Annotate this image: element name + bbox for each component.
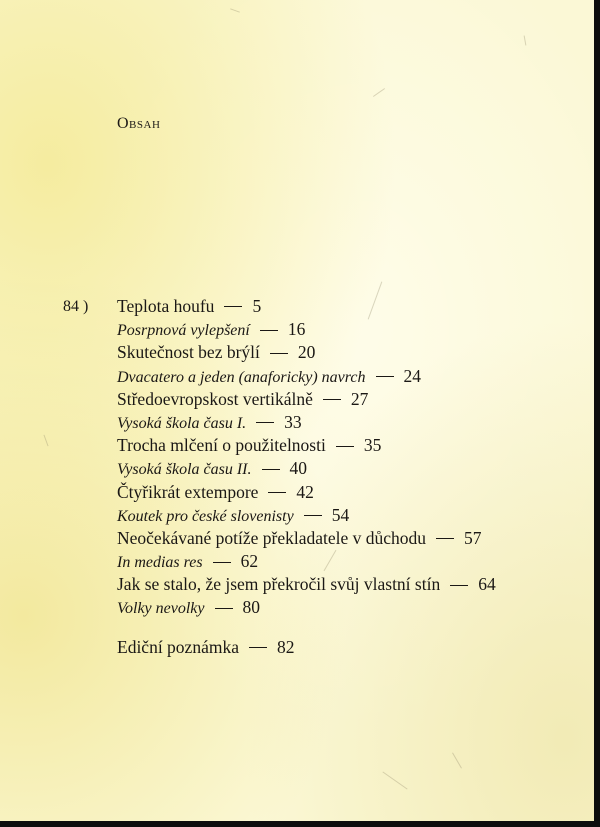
toc-entry-page: 27	[350, 388, 369, 409]
dash-separator	[256, 422, 274, 423]
toc-entry[interactable]	[117, 411, 496, 434]
dash-separator	[260, 330, 278, 331]
toc-entry-page: 57	[464, 527, 482, 548]
toc-entry-page: 16	[287, 319, 306, 340]
dash-separator	[213, 562, 231, 563]
toc-entry[interactable]	[117, 388, 496, 411]
paper-fiber	[452, 752, 462, 768]
dash-separator	[304, 515, 322, 516]
paper-fiber	[230, 8, 240, 12]
toc-entry[interactable]	[117, 596, 496, 619]
page-title: Obsah	[117, 115, 161, 132]
toc-entry[interactable]	[117, 457, 496, 480]
dash-separator	[262, 469, 280, 470]
paper-fiber	[373, 88, 385, 97]
toc-entry[interactable]	[117, 318, 496, 341]
toc-entry-page: 33	[284, 411, 302, 432]
toc-entry-title: Volky nevolky	[117, 600, 205, 618]
dash-separator	[336, 446, 354, 447]
toc-entry-title: Vysoká škola času I.	[117, 414, 247, 432]
toc-entry-page: 35	[363, 435, 382, 456]
dash-separator	[270, 353, 288, 354]
editor-note-entry[interactable]	[117, 636, 294, 659]
toc-entry-title: Skutečnost bez brýlí	[117, 342, 260, 363]
toc-entry[interactable]	[117, 573, 496, 596]
toc-entry-title: Jak se stalo, že jsem překročil svůj vlastní stín	[117, 574, 441, 595]
toc-entry-page: 54	[331, 504, 350, 525]
toc-entry-title: Vysoká škola času II.	[117, 461, 252, 479]
toc-entry-page: 24	[403, 365, 421, 386]
toc-entry[interactable]	[117, 527, 496, 550]
toc-entry[interactable]	[117, 295, 496, 318]
dash-separator	[436, 538, 454, 539]
toc-entry-title: Posrpnová vylepšení	[117, 322, 250, 340]
table-of-contents	[117, 295, 496, 620]
dash-separator	[323, 399, 341, 400]
toc-entry-page: 64	[478, 574, 496, 595]
toc-entry-page: 20	[297, 342, 316, 363]
editor-note-page: 82	[276, 637, 295, 657]
toc-entry-title: Středoevropskost vertikálně	[117, 388, 313, 409]
toc-entry[interactable]	[117, 504, 496, 527]
toc-entry-title: Dvacatero a jeden (anaforicky) navrch	[117, 368, 366, 386]
dash-separator	[268, 492, 286, 493]
paper-fiber	[43, 435, 48, 447]
toc-entry-title: Koutek pro české slovenisty	[117, 507, 294, 525]
dash-separator	[376, 376, 394, 377]
toc-entry-page: 5	[252, 296, 262, 316]
toc-entry[interactable]	[117, 434, 496, 457]
toc-entry-title: Čtyřikrát extempore	[117, 481, 259, 502]
toc-entry-title: In medias res	[117, 554, 203, 572]
page-reference: 84 )	[63, 298, 89, 315]
toc-entry[interactable]	[117, 341, 496, 364]
dash-separator	[450, 585, 468, 586]
toc-entry[interactable]	[117, 481, 496, 504]
toc-entry-page: 80	[242, 597, 260, 618]
dash-separator	[249, 647, 267, 648]
paper-fiber	[382, 771, 407, 789]
toc-entry-title: Trocha mlčení o použitelnosti	[117, 435, 326, 456]
toc-entry-page: 42	[296, 481, 314, 502]
editor-note-title: Ediční poznámka	[117, 637, 239, 657]
toc-entry-page: 62	[240, 551, 259, 572]
dash-separator	[224, 306, 242, 307]
toc-entry[interactable]	[117, 365, 496, 388]
paper-fiber	[524, 35, 527, 45]
toc-entry-page: 40	[289, 458, 307, 479]
dash-separator	[215, 608, 233, 609]
toc-entry-title: Neočekávané potíže překladatele v důchodu	[117, 527, 427, 548]
toc-entry-title: Teplota houfu	[117, 296, 215, 316]
toc-entry[interactable]	[117, 550, 496, 573]
